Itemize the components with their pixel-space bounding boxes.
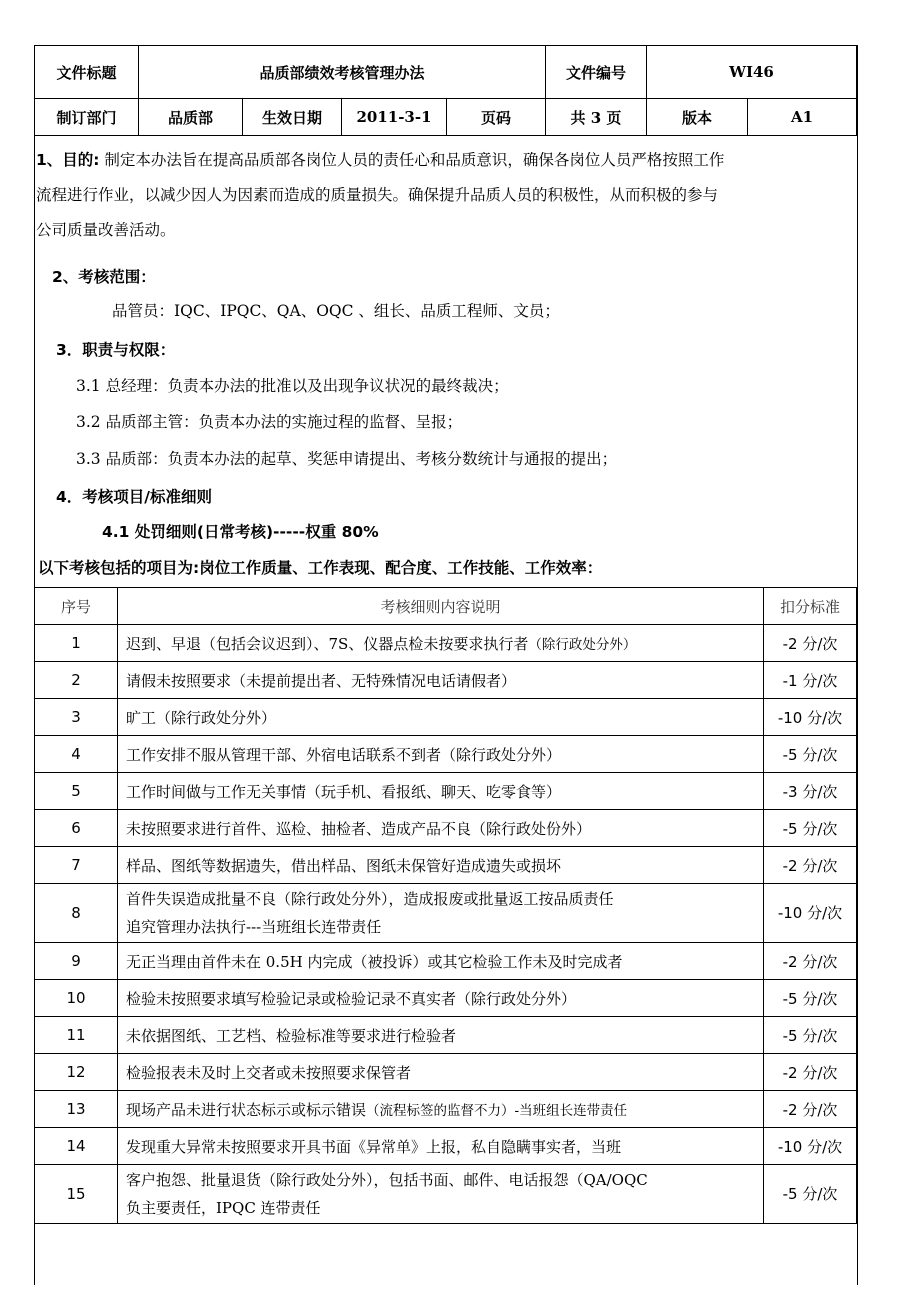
row-deduction: -2 分/次 [764, 625, 857, 662]
version-label: 版本 [647, 99, 748, 136]
section1 [36, 146, 724, 245]
row-desc: 检验报表未及时上交者或未按照要求保管者 [118, 1054, 764, 1091]
row-no: 9 [35, 943, 118, 980]
row-no: 2 [35, 662, 118, 699]
page-value: 共 3 页 [546, 99, 647, 136]
date-value: 2011-3-1 [342, 99, 447, 136]
row-no: 14 [35, 1128, 118, 1165]
row-deduction: -5 分/次 [764, 1017, 857, 1054]
document-header-table [34, 45, 857, 136]
dept-label: 制订部门 [35, 99, 139, 136]
row-desc: 发现重大异常未按照要求开具书面《异常单》上报，私自隐瞒事实者，当班 [118, 1128, 764, 1165]
row-desc: 未依据图纸、工艺档、检验标准等要求进行检验者 [118, 1017, 764, 1054]
row-desc: 无正当理由首件未在 0.5H 内完成（被投诉）或其它检验工作未及时完成者 [118, 943, 764, 980]
row-no: 1 [35, 625, 118, 662]
row-desc: 未按照要求进行首件、巡检、抽检者、造成产品不良（除行政处份外） [118, 810, 764, 847]
table-row [35, 1091, 857, 1128]
row-no: 3 [35, 699, 118, 736]
row-deduction: -5 分/次 [764, 980, 857, 1017]
page-label: 页码 [447, 99, 546, 136]
row-deduction: -3 分/次 [764, 773, 857, 810]
section2-text: 品管员：IQC、IPQC、QA、OQC 、组长、品质工程师、文员； [112, 302, 560, 320]
table-row [35, 773, 857, 810]
table-row [35, 884, 857, 943]
row-deduction: -5 分/次 [764, 810, 857, 847]
section1-text-line2: 流程进行作业，以减少因人为因素而造成的质量损失。确保提升品质人员的积极性，从而积极的参与 [36, 186, 719, 204]
row-deduction: -2 分/次 [764, 847, 857, 884]
section1-text-line3: 公司质量改善活动。 [36, 221, 176, 239]
row-deduction: -2 分/次 [764, 943, 857, 980]
row-no: 10 [35, 980, 118, 1017]
table-row [35, 810, 857, 847]
row-no: 11 [35, 1017, 118, 1054]
docno-label: 文件编号 [546, 46, 647, 99]
row-desc: 检验未按照要求填写检验记录或检验记录不真实者（除行政处分外） [118, 980, 764, 1017]
row-desc: 旷工（除行政处分外） [118, 699, 764, 736]
table-row [35, 1017, 857, 1054]
row-deduction: -10 分/次 [764, 699, 857, 736]
row-desc: 请假未按照要求（未提前提出者、无特殊情况电话请假者） [118, 662, 764, 699]
row-deduction: -2 分/次 [764, 1091, 857, 1128]
row-desc-line1: 客户抱怨、批量退货（除行政处分外），包括书面、邮件、电话报怨（QA/OQC [126, 1171, 648, 1189]
dept-value: 品质部 [139, 99, 243, 136]
section3-item2: 3.2 品质部主管：负责本办法的实施过程的监督、呈报； [76, 413, 463, 431]
row-desc-text: 现场产品未进行状态标示或标示错误 [126, 1100, 367, 1119]
table-row [35, 1054, 857, 1091]
table-row [35, 1128, 857, 1165]
row-desc-line2: 负主要责任，IPQC 连带责任 [126, 1199, 321, 1217]
table-row [35, 943, 857, 980]
table-row [35, 1165, 857, 1224]
row-desc: 工作时间做与工作无关事情（玩手机、看报纸、聊天、吃零食等） [118, 773, 764, 810]
table-row [35, 699, 857, 736]
row-desc [118, 884, 764, 943]
row-desc [118, 1165, 764, 1224]
section4-heading: 4．考核项目/标准细则 [56, 488, 212, 506]
section3-heading: 3．职责与权限： [56, 341, 176, 359]
version-value: A1 [748, 99, 857, 136]
header-no: 序号 [35, 588, 118, 625]
section4-intro: 以下考核包括的项目为:岗位工作质量、工作表现、配合度、工作技能、工作效率： [38, 559, 603, 577]
row-no: 4 [35, 736, 118, 773]
row-no: 6 [35, 810, 118, 847]
row-no: 15 [35, 1165, 118, 1224]
table-row [35, 980, 857, 1017]
row-no: 12 [35, 1054, 118, 1091]
row-desc: 样品、图纸等数据遗失，借出样品、图纸未保管好造成遗失或损坏 [118, 847, 764, 884]
table-row [35, 736, 857, 773]
table-row [35, 847, 857, 884]
row-desc-line1: 首件失误造成批量不良（除行政处分外），造成报废或批量返工按品质责任 [126, 890, 614, 908]
table-row [35, 625, 857, 662]
row-desc-note: （流程标签的监督不力）-当班组长连带责任 [366, 1102, 628, 1119]
section4-1-heading: 4.1 处罚细则(日常考核)-----权重 80% [102, 523, 379, 541]
row-deduction: -10 分/次 [764, 1128, 857, 1165]
row-desc: 工作安排不服从管理干部、外宿电话联系不到者（除行政处分外） [118, 736, 764, 773]
row-deduction: -1 分/次 [764, 662, 857, 699]
header-desc: 考核细则内容说明 [118, 588, 764, 625]
table-header-row [35, 588, 857, 625]
row-deduction: -5 分/次 [764, 736, 857, 773]
table-row [35, 662, 857, 699]
row-no: 7 [35, 847, 118, 884]
docno-value: WI46 [647, 46, 857, 99]
row-desc-note: （除行政处分外） [528, 636, 637, 653]
row-no: 13 [35, 1091, 118, 1128]
section1-text-line1: 制定本办法旨在提高品质部各岗位人员的责任心和品质意识，确保各岗位人员严格按照工作 [99, 151, 725, 169]
row-desc [118, 625, 764, 662]
title-label: 文件标题 [35, 46, 139, 99]
date-label: 生效日期 [243, 99, 342, 136]
section1-heading: 1、目的: [36, 151, 100, 169]
row-desc-line2: 追究管理办法执行---当班组长连带责任 [126, 918, 382, 936]
section3-item3: 3.3 品质部：负责本办法的起草、奖惩申请提出、考核分数统计与通报的提出； [76, 450, 618, 468]
row-deduction: -10 分/次 [764, 884, 857, 943]
row-desc-text: 迟到、早退（包括会议迟到）、7S、仪器点检未按要求执行者 [126, 634, 529, 653]
penalty-table [34, 587, 857, 1224]
row-deduction: -5 分/次 [764, 1165, 857, 1224]
header-deduction: 扣分标准 [764, 588, 857, 625]
row-deduction: -2 分/次 [764, 1054, 857, 1091]
row-desc [118, 1091, 764, 1128]
title-value: 品质部绩效考核管理办法 [139, 46, 546, 99]
section3-item1: 3.1 总经理：负责本办法的批准以及出现争议状况的最终裁决； [76, 377, 509, 395]
row-no: 8 [35, 884, 118, 943]
row-no: 5 [35, 773, 118, 810]
section2-heading: 2、考核范围： [52, 268, 156, 286]
